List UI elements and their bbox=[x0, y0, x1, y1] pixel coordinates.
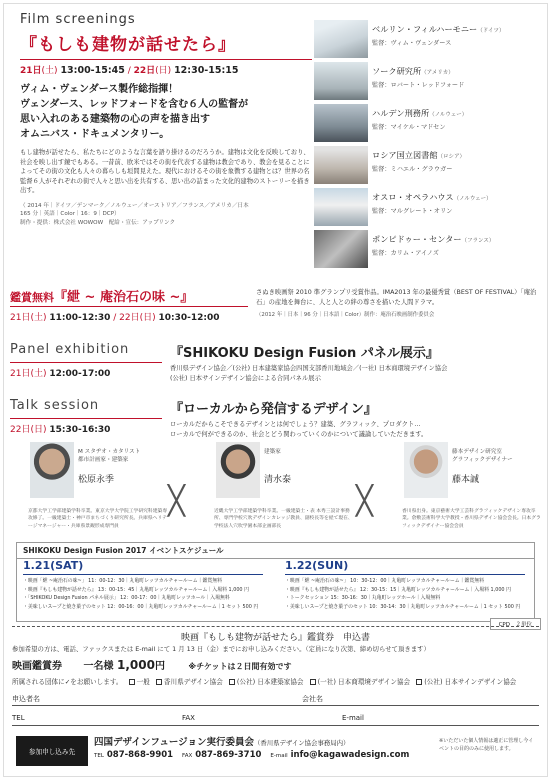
time-day2: 10:30-12:00 bbox=[158, 313, 220, 323]
film-title: 『もしも建物が話せたら』 bbox=[20, 35, 236, 55]
schedule-item: ・トークセッション 15：30-16：30｜丸亀町レッツホール｜入場無料 bbox=[285, 595, 441, 602]
company-name-label: 会社名 bbox=[302, 694, 323, 703]
tel-label: TEL bbox=[12, 713, 25, 722]
director-name: 監督：カリム・アイノズ bbox=[372, 250, 439, 257]
divider bbox=[285, 574, 525, 575]
divider bbox=[23, 574, 263, 575]
building-name bbox=[372, 24, 504, 35]
speaker-bio: 京都大学工学部建築学科卒業。東京大学大学院工学研究科建築専攻修了。一級建築士・神戸市まちづくり研究所長。兵庫県ヘリテージマネージャー・兵庫県景観形成専門員 bbox=[28, 509, 168, 529]
schedule-date: 1.22(SUN) bbox=[285, 559, 349, 572]
panel-description bbox=[170, 364, 542, 384]
film-dates bbox=[20, 63, 312, 76]
lead-line: ヴェンダース、レッドフォードを含む６人の監督が bbox=[20, 99, 249, 110]
date-day1: 21日(土) bbox=[10, 313, 47, 323]
film2-dates bbox=[10, 310, 220, 323]
lead-line: オムニバス・ドキュメンタリー。 bbox=[20, 129, 170, 140]
film2-synopsis: さぬき映画祭 2010 準グランプリ受賞作品。IMA2013 年の最優秀賞（BEST OF FESTIVAL）「庵治石」の産地を舞台に、人と人との絆の尊さを描いた人間ドラマ。 bbox=[256, 289, 537, 306]
country-label: （ノルウェー） bbox=[453, 196, 492, 202]
desc-line: (公社) 日本サインデザイン協会による合同パネル展示 bbox=[170, 375, 321, 382]
speaker-role: 建築家 bbox=[264, 449, 281, 455]
price-note: ※チケットは２日間有効です bbox=[188, 661, 292, 671]
director-name: 監督：ミハエル・グラウガー bbox=[372, 166, 453, 173]
org-option: 一般 bbox=[136, 677, 150, 686]
schedule-item: ・美味しいスープと焼き菓子のセット 12：00-16：00｜丸亀町レッツカルチャールーム｜1 セット 500 円 bbox=[23, 603, 259, 610]
schedule-item: ・映画「紲 ~庵治石の味~」 10：30-12：00｜丸亀町レッツカルチャールーム｜鑑賞無料 bbox=[285, 578, 485, 584]
desc-line: ローカルで何ができるのか、社会とどう関わっていくのかについて議論していただきます。 bbox=[170, 431, 428, 438]
section-heading-talk: Talk session bbox=[10, 398, 100, 413]
schedule-item: ・美味しいスープと焼き菓子のセット 10：30-14：30｜丸亀町レッツカルチャールーム｜1 セット 500 円 bbox=[285, 603, 521, 610]
speaker-card bbox=[384, 442, 544, 542]
building-name bbox=[372, 234, 494, 245]
org-option: (公社) 日本サインデザイン協会 bbox=[424, 677, 517, 686]
film-info bbox=[20, 12, 312, 227]
divider bbox=[20, 59, 312, 60]
price-unit: 円 bbox=[154, 660, 165, 672]
schedule-heading: SHIKOKU Design Fusion 2017 イベントスケジュール bbox=[17, 543, 534, 559]
form-row-name[interactable] bbox=[12, 686, 539, 706]
price-count: 一名様 bbox=[83, 660, 114, 672]
building-label: ハルデン刑務所 bbox=[372, 108, 430, 118]
divider bbox=[10, 306, 248, 307]
weekday1: (土) bbox=[41, 66, 58, 76]
schedule-day1 bbox=[17, 559, 271, 611]
checkbox[interactable] bbox=[129, 679, 135, 685]
building-name bbox=[372, 192, 492, 203]
film2-title-text: 『紲 ~ 庵治石の味 ~』 bbox=[54, 290, 194, 305]
mail-label: E-mail bbox=[270, 753, 288, 759]
building-label: ロシア国立図書館 bbox=[372, 150, 438, 160]
org-option: (公社) 日本建築家協会 bbox=[236, 677, 304, 686]
org-sub: （香川県デザイン協会事務局内） bbox=[253, 739, 350, 747]
panel-title: 『SHIKOKU Design Fusion パネル展示』 bbox=[170, 346, 439, 361]
country-label: （フランス） bbox=[461, 238, 495, 244]
price-label: 映画鑑賞券 bbox=[12, 660, 62, 672]
schedule-item: ・映画『もしも建物が話せたら』 13：00-15：45｜丸亀町レッツカルチャールーム｜入場料 1,000 円 bbox=[23, 586, 249, 593]
speaker-card bbox=[196, 442, 356, 542]
credit-line: 165 分｜英語｜Color｜16：9｜DCP） bbox=[20, 211, 120, 218]
schedule-item: ・「SHIKOKU Design Fusion パネル展示」 12：00-17：00｜丸亀町レッツホール｜入場無料 bbox=[23, 595, 230, 602]
speaker-bio: 香川県出身。東京藝術大学工芸科グラフィックデザイン専攻卒業。倉敷芸術科学大学教授・香川県デザイン協会会長。日本グラフィックデザイナー協会会員 bbox=[402, 509, 541, 529]
apply-badge: 参加申し込み先 bbox=[16, 736, 88, 766]
director-list bbox=[314, 20, 550, 272]
building-photo bbox=[314, 188, 368, 226]
country-label: （アメリカ） bbox=[421, 70, 454, 76]
panel-section bbox=[10, 342, 541, 392]
film-section bbox=[10, 6, 541, 288]
building-photo bbox=[314, 146, 368, 184]
date-day2: 22日(日) bbox=[119, 313, 156, 323]
time: 15:30-16:30 bbox=[49, 425, 111, 435]
talk-description bbox=[170, 420, 542, 440]
form-row-contact[interactable] bbox=[12, 706, 539, 726]
date-separator: / bbox=[110, 313, 120, 323]
date-day2: 22日 bbox=[133, 66, 156, 76]
speaker-photo bbox=[216, 442, 260, 498]
building-label: オスロ・オペラハウス bbox=[372, 192, 454, 202]
film-lead bbox=[20, 82, 312, 142]
speaker-bio: 近畿大学工学部建築学科卒業。一級建築士・表 本秀三設計事務所、専門学校穴吹デザインカレッジ教員、副校長等を経て現在、学校法人穴吹学園本部企画部長 bbox=[214, 509, 353, 529]
lead-line: 思い入れのある建築物の心の声を描き出す bbox=[20, 114, 210, 125]
email-link[interactable]: info@kagawadesign.com bbox=[290, 750, 410, 760]
checkbox[interactable] bbox=[229, 679, 235, 685]
talk-date bbox=[10, 422, 110, 435]
date-day: 21日(土) bbox=[10, 369, 47, 379]
speaker-role: M スタヂオ・カタリスト 都市計画家・建築家 bbox=[78, 449, 141, 463]
talk-section bbox=[10, 398, 541, 548]
building-name bbox=[372, 108, 467, 119]
country-label: （ドイツ） bbox=[477, 28, 505, 34]
org-name: 四国デザインフュージョン実行委員会 bbox=[94, 737, 254, 748]
divider bbox=[10, 418, 162, 419]
building-name bbox=[372, 150, 465, 161]
section-heading-panel: Panel exhibition bbox=[10, 342, 130, 357]
building-label: ソーク研究所 bbox=[372, 66, 422, 76]
director-item bbox=[314, 230, 550, 272]
country-label: （ロシア） bbox=[437, 154, 466, 160]
checkbox[interactable] bbox=[416, 679, 422, 685]
speaker-name: 清水泰 bbox=[264, 475, 292, 485]
film2-credits: （2012 年｜日本｜96 分｜日本語｜Color）制作：庵治石映画制作委員会 bbox=[256, 312, 435, 318]
director-item bbox=[314, 62, 550, 104]
director-name: 監督：ロバート・レッドフォード bbox=[372, 82, 465, 89]
building-photo bbox=[314, 62, 368, 100]
panel-date bbox=[10, 366, 110, 379]
building-photo bbox=[314, 104, 368, 142]
lead-line: ヴィム・ヴェンダース製作総指揮！ bbox=[20, 84, 179, 95]
cpd-badge: CPD ２単位 bbox=[490, 618, 541, 630]
speaker-card bbox=[10, 442, 170, 542]
checkbox[interactable] bbox=[156, 679, 162, 685]
email-label: E-mail bbox=[342, 713, 364, 722]
speaker-photo bbox=[30, 442, 74, 498]
cross-icon: ╳ bbox=[168, 484, 185, 517]
org-checkboxes bbox=[12, 676, 539, 686]
talk-title: 『ローカルから発信するデザイン』 bbox=[170, 402, 377, 417]
ticket-heading: 映画『もしも建物が話せたら』鑑賞券 申込書 bbox=[12, 626, 539, 643]
schedule-item: ・映画「紲 ~庵治石の味~」 11：00-12：30｜丸亀町レッツカルチャールーム｜鑑賞無料 bbox=[23, 578, 223, 584]
desc-line: ローカルだからこそできるデザインとは何でしょう？建築、グラフィック、プロダクト… bbox=[170, 421, 421, 428]
speaker-role: 藤本デザイン研究室 グラフィックデザイナー bbox=[452, 449, 513, 463]
schedule-item: ・映画『もしも建物が話せたら』 12：30-15：15｜丸亀町レッツカルチャールーム｜入場料 1,000 円 bbox=[285, 586, 511, 593]
fax-label: FAX bbox=[182, 753, 193, 759]
org-option: 香川県デザイン協会 bbox=[163, 677, 223, 686]
building-photo bbox=[314, 20, 368, 58]
footer-contact bbox=[94, 750, 409, 760]
building-name bbox=[372, 66, 454, 77]
time-day1: 11:00-12:30 bbox=[49, 313, 111, 323]
director-item bbox=[314, 146, 550, 188]
film-synopsis: もし建物が話せたら、私たちにどのような言葉を語り掛けるのだろうか。建物は文化を反映しており、社会を映し出す鏡でもある。一昔前、欧米ではその街を代表する建物は教会であり、教会を見ることによってその街の文化も人々の暮らしも垣間見えた。現代におけるその街を象徴する建物とは？世界の名監督６人がそれぞれの街で人々と思い出を共有する、思い出の詰まった文化的建物のストーリーを描き出す。 bbox=[20, 149, 310, 195]
date-day1: 21日 bbox=[20, 66, 42, 76]
speaker-name: 松原永季 bbox=[78, 475, 115, 485]
country-label: （ノルウェー） bbox=[429, 112, 468, 118]
director-item bbox=[314, 104, 550, 146]
credit-line: 制作・提供：株式会社 WOWOW 配給・宣伝：アップリンク bbox=[20, 219, 176, 226]
building-label: ベルリン・フィルハーモニー bbox=[372, 24, 478, 34]
director-item bbox=[314, 188, 550, 230]
director-name: 監督：マルグレート・オリン bbox=[372, 208, 453, 215]
footer bbox=[16, 734, 535, 770]
date-separator: / bbox=[124, 66, 134, 76]
director-name: 監督：ヴィム・ヴェンダース bbox=[372, 40, 452, 47]
divider bbox=[10, 362, 162, 363]
fax-number: 087-869-3710 bbox=[195, 750, 262, 760]
checkbox[interactable] bbox=[310, 679, 316, 685]
ticket-note: 参加希望の方は、電話、ファックスまたは E-mail にて 1 月 13 日（金）までにお申し込みください。（定員になり次第、締め切らせて頂きます） bbox=[12, 645, 430, 653]
director-name: 監督：マイケル・マドセン bbox=[372, 124, 446, 131]
time-day2: 12:30-15:15 bbox=[174, 65, 239, 76]
director-item bbox=[314, 20, 550, 62]
free-badge: 鑑賞無料 bbox=[10, 291, 54, 304]
time-day1: 13:00-15:45 bbox=[60, 65, 125, 76]
tel-label: TEL bbox=[94, 753, 104, 759]
org-option: (一社) 日本商環境デザイン協会 bbox=[317, 677, 411, 686]
film2-section bbox=[10, 286, 541, 340]
fax-label: FAX bbox=[182, 713, 195, 722]
desc-line: 香川県デザイン協会／(公社) 日本建築家協会四国支部香川地域会／(一社) 日本商環境デザイン協会 bbox=[170, 365, 448, 372]
privacy-note: ※いただいた個人情報は適正に管理し今イベントの目的のみに使用します。 bbox=[439, 738, 534, 752]
schedule-date: 1.21(SAT) bbox=[23, 559, 84, 572]
speaker-photo bbox=[404, 442, 448, 498]
speaker-name: 藤本誠 bbox=[452, 475, 480, 485]
section-heading-film: Film screenings bbox=[20, 12, 136, 27]
schedule-box bbox=[16, 542, 535, 622]
applicant-name-label: 申込者名 bbox=[12, 694, 40, 703]
org-prompt: 所属される団体に✓をお願いします。 bbox=[12, 677, 123, 686]
tel-number[interactable]: 087-868-9901 bbox=[106, 750, 174, 760]
schedule-day2 bbox=[279, 559, 533, 611]
building-photo bbox=[314, 230, 368, 268]
cross-icon: ╳ bbox=[356, 484, 373, 517]
price-line bbox=[12, 657, 539, 672]
time: 12:00-17:00 bbox=[49, 369, 111, 379]
price-amount: 1,000 bbox=[116, 657, 155, 672]
film2-description bbox=[256, 288, 542, 320]
credit-line: （ 2014 年｜ドイツ／デンマーク／ノルウェー／オーストリア／フランス／アメリカ／日本 bbox=[20, 202, 249, 209]
date-day: 22日(日) bbox=[10, 425, 47, 435]
film-credits bbox=[20, 202, 312, 227]
building-label: ポンピドゥー・センター bbox=[372, 234, 462, 244]
footer-org bbox=[94, 734, 349, 748]
ticket-form bbox=[12, 626, 539, 726]
weekday2: (日) bbox=[155, 66, 172, 76]
